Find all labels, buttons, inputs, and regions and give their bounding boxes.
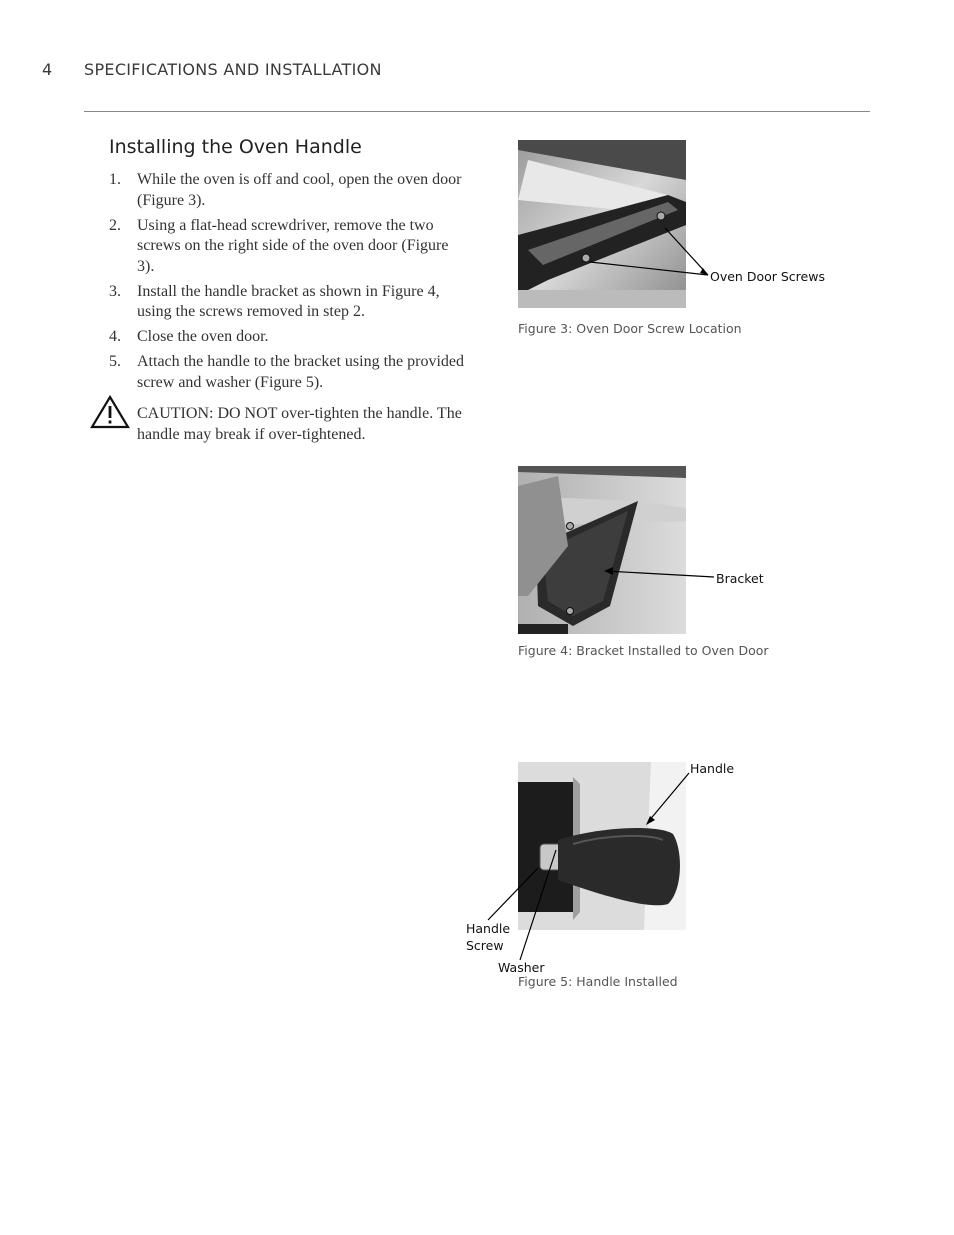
step-item (109, 327, 469, 348)
step-text: Using a flat-head screwdriver, remove the two screws on the right side of the oven door (Figure 3). (137, 216, 449, 275)
figure-4-photo (518, 466, 686, 634)
page-number: 4 (42, 60, 53, 79)
callout-handle: Handle (690, 761, 735, 776)
step-item (109, 216, 469, 278)
figure-3-photo (518, 140, 686, 308)
figure-5-photo (518, 762, 686, 930)
step-number: 4. (109, 328, 121, 345)
figure-4-caption: Figure 4: Bracket Installed to Oven Door (518, 643, 769, 658)
callout-bracket: Bracket (716, 571, 764, 586)
step-item (109, 352, 469, 393)
step-number: 2. (109, 216, 121, 234)
header-divider (84, 111, 870, 112)
step-text: Install the handle bracket as shown in Figure 4, using the screws removed in step 2. (137, 282, 440, 320)
figure-5-caption: Figure 5: Handle Installed (518, 974, 678, 989)
step-number: 5. (109, 353, 121, 370)
step-item (109, 170, 469, 211)
warning-icon (89, 394, 131, 430)
step-text: While the oven is off and cool, open the oven door (Figure 3). (137, 171, 462, 209)
step-item (109, 282, 469, 323)
page-heading: Installing the Oven Handle (109, 136, 362, 158)
step-number: 3. (109, 282, 121, 300)
section-title: SPECIFICATIONS AND INSTALLATION (84, 60, 382, 79)
callout-oven-door-screws: Oven Door Screws (710, 269, 825, 284)
callout-washer: Washer (498, 960, 545, 975)
figure-3-caption: Figure 3: Oven Door Screw Location (518, 321, 742, 336)
instruction-steps (109, 170, 469, 398)
callout-handle-screw: Handle Screw (466, 921, 511, 953)
step-text: Attach the handle to the bracket using the provided screw and washer (Figure 5). (137, 353, 465, 391)
step-text: Close the oven door. (137, 328, 269, 345)
step-number: 1. (109, 171, 121, 188)
caution-text: CAUTION: DO NOT over-tighten the handle. The handle may break if over-tightened. (137, 405, 462, 443)
